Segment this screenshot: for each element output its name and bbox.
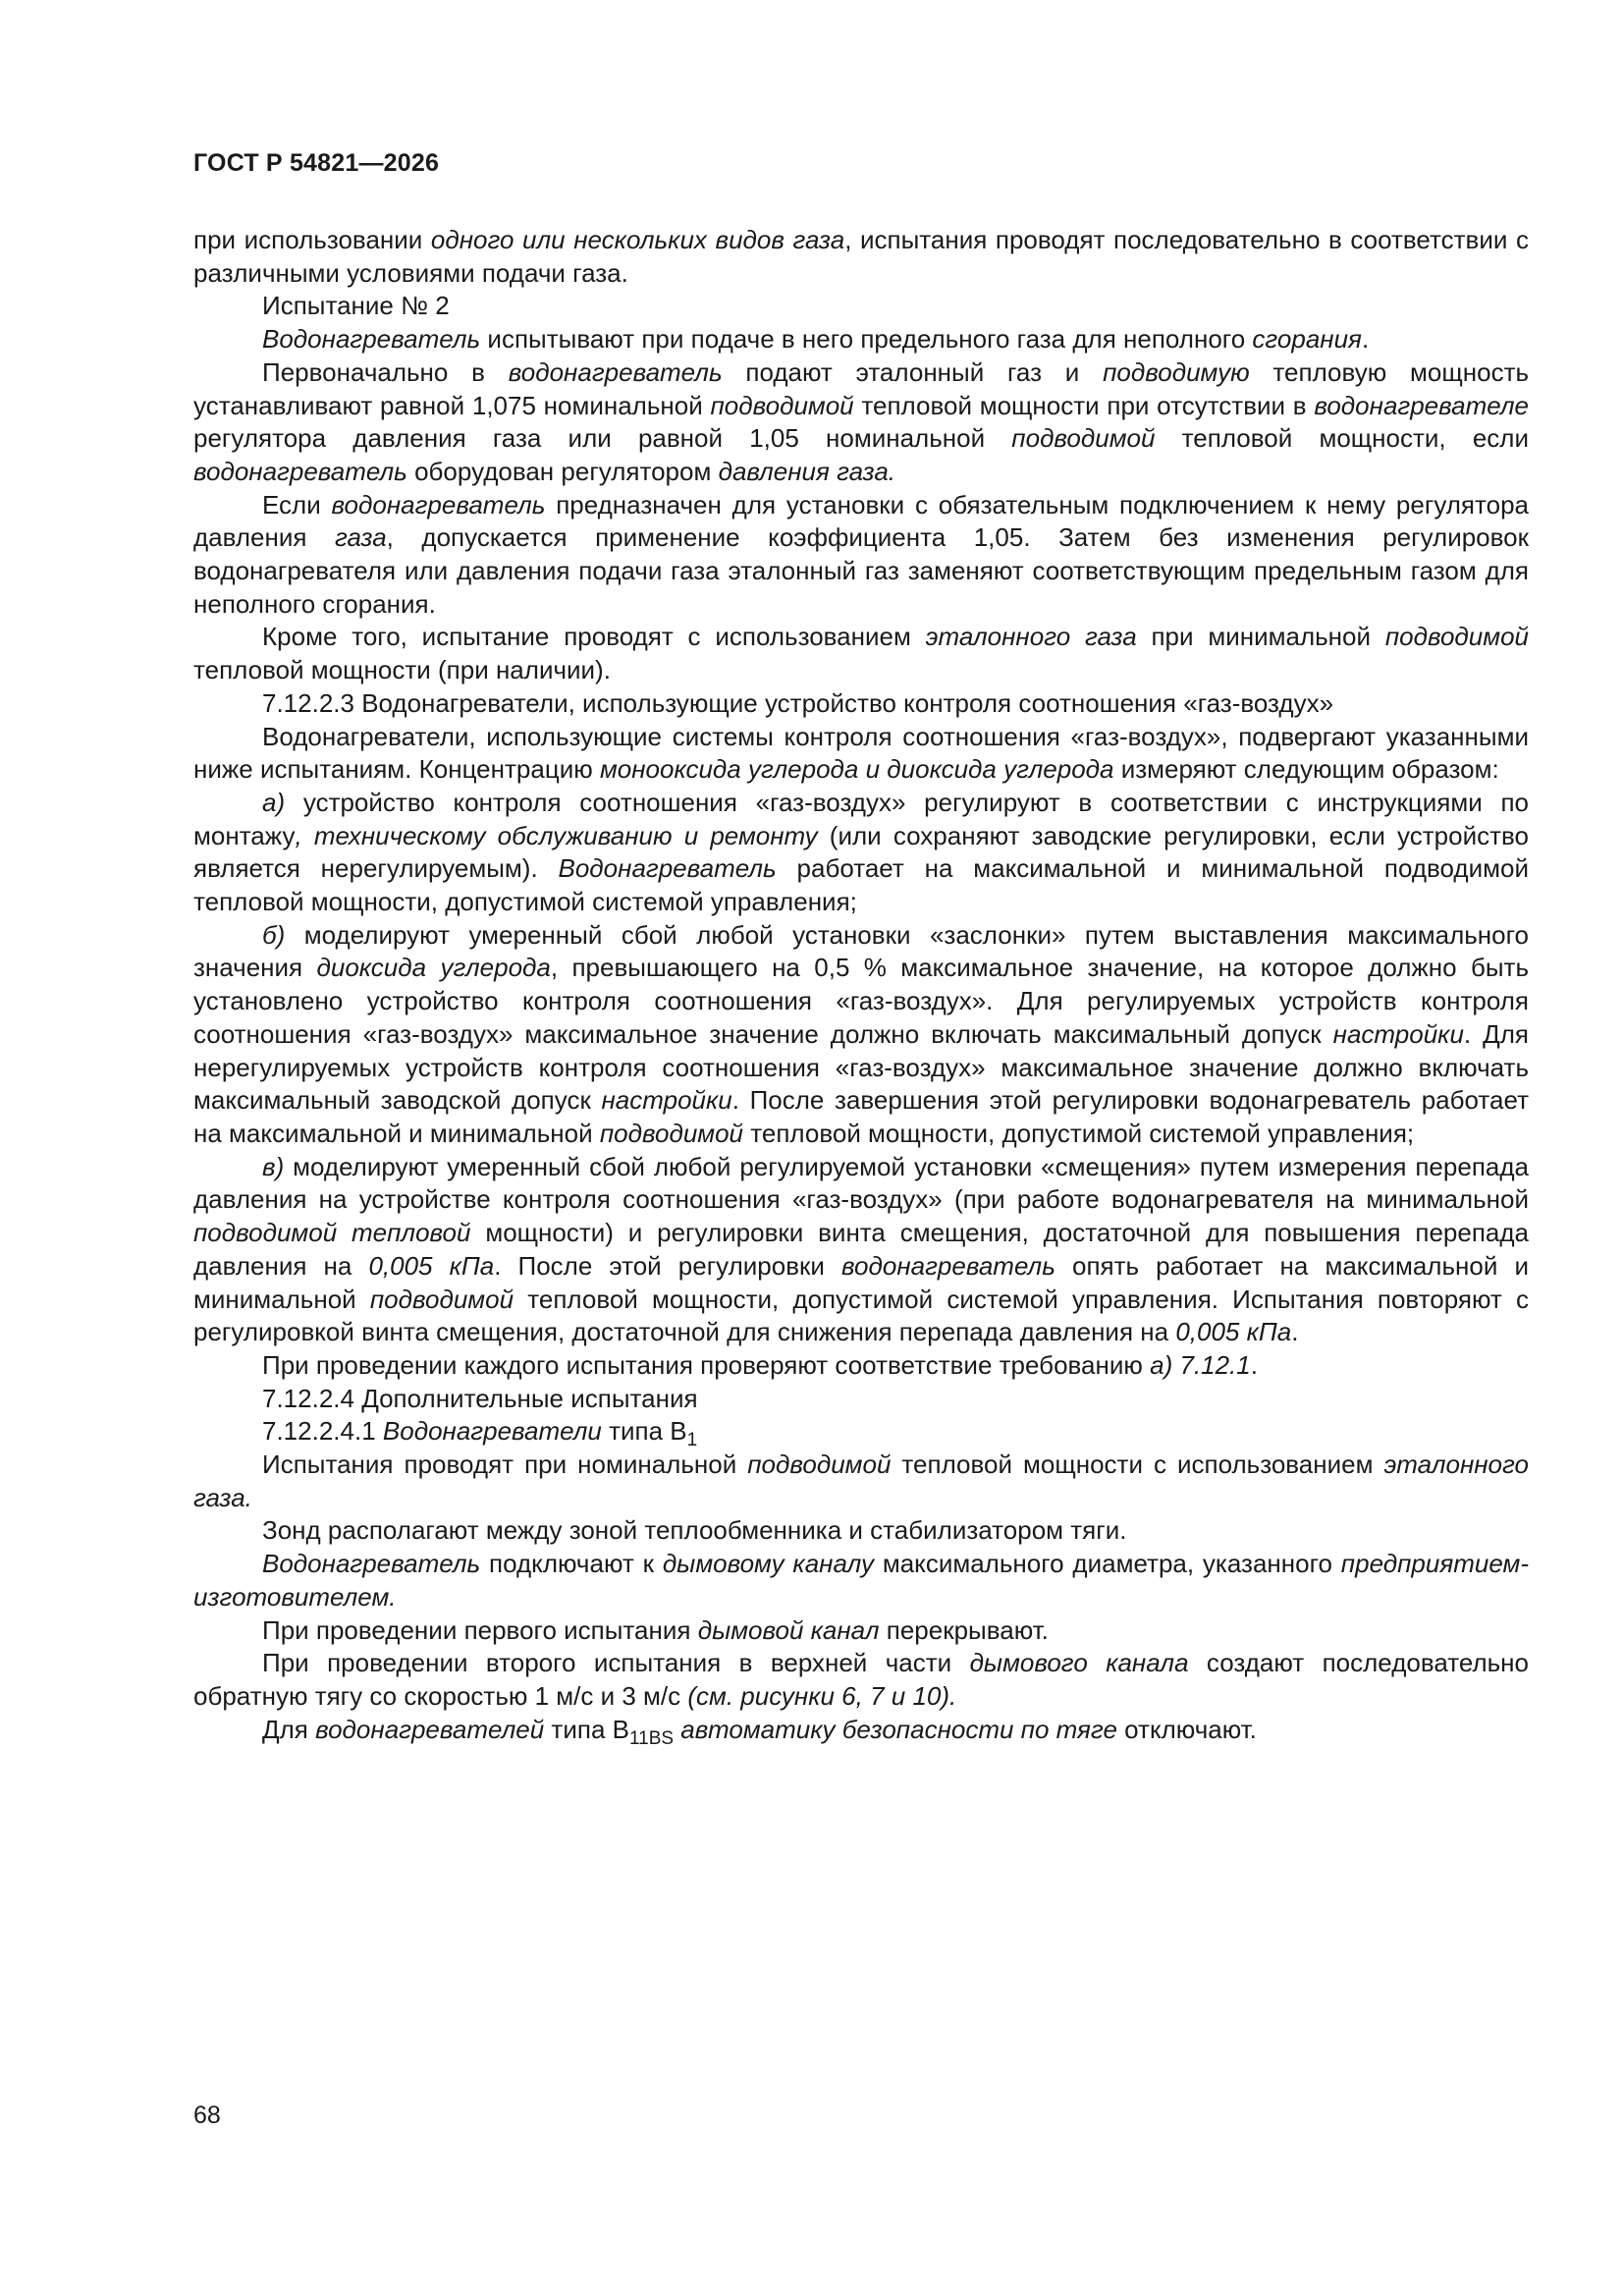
- italic-text: эталонного газа: [925, 622, 1137, 652]
- text-run: , испытания проводят последовательно в соответствии с различными условиями подачи газа.: [193, 225, 1529, 288]
- text-run: Если: [262, 489, 332, 519]
- paragraph: [193, 1349, 1529, 1383]
- paragraph: [193, 1151, 1529, 1349]
- text-run: . Для нерегулируемых устройств контроля соотношения «газ-воздух» максимальное значение должно включать максимальный заводской допуск: [193, 1018, 1529, 1116]
- text-run: 7.12.2.4.1: [262, 1416, 383, 1447]
- italic-text: автоматику безопасности по тяге: [680, 1714, 1117, 1744]
- paragraph: [193, 687, 1529, 721]
- italic-text: подводимую: [1103, 356, 1250, 387]
- italic-text: а): [262, 787, 286, 817]
- italic-text: настройки: [1332, 1018, 1464, 1049]
- text-run: Первоначально в: [262, 356, 509, 387]
- italic-text: предприятием-изготовителем.: [193, 1549, 1529, 1612]
- text-run: .: [1361, 324, 1370, 355]
- text-run: (или сохраняют заводские регулировки, если устройство является нерегулируемым).: [193, 820, 1529, 884]
- paragraph: [193, 1415, 1529, 1449]
- paragraph: [193, 919, 1529, 1151]
- text-run: типа В: [544, 1714, 629, 1744]
- paragraph: [193, 1383, 1529, 1416]
- text-run: типа В: [601, 1416, 687, 1447]
- text-run: регулятора давления газа или равной 1,05 номинальной: [193, 423, 1012, 454]
- text-run: максимального диаметра, указанного: [874, 1549, 1341, 1579]
- paragraph: [193, 323, 1529, 356]
- text-run: опять работает на максимальной и минимальной: [193, 1250, 1529, 1314]
- text-run: устройство контроля соотношения «газ-воздух» регулируют в соответствии с инструкциями по монтажу: [193, 787, 1529, 850]
- italic-text: водонагреватель: [508, 356, 723, 387]
- text-run: тепловой мощности, допустимой системой управления;: [743, 1118, 1415, 1148]
- italic-text: 0,005 кПа: [1175, 1317, 1292, 1347]
- italic-text: водонагреватель: [193, 456, 407, 486]
- italic-text: давления газа.: [718, 456, 896, 486]
- subscript: 11BS: [628, 1727, 675, 1749]
- text-run: создают последовательно обратную тягу со скоростью 1 м/с и 3 м/с: [193, 1648, 1529, 1711]
- italic-text: водонагреватель: [841, 1250, 1055, 1281]
- paragraph: [193, 1548, 1529, 1613]
- paragraph: [193, 1514, 1529, 1548]
- text-run: измеряют следующим образом:: [1113, 754, 1499, 785]
- italic-text: (см. рисунки 6, 7 и 10).: [687, 1680, 957, 1711]
- italic-text: подводимой: [369, 1284, 514, 1314]
- paragraph: [193, 621, 1529, 686]
- text-run: испытывают при подаче в него предельного газа для неполного: [480, 324, 1253, 355]
- italic-text: подводимой: [599, 1118, 744, 1148]
- text-run: , допускается применение коэффициента 1,05. Затем без изменения регулировок водонагревателя или давления подачи газа эталонный газ заменяют соответствующим предельным газом для неполного сгорания.: [193, 522, 1529, 619]
- italic-text: водонагревателе: [1314, 390, 1529, 420]
- paragraph: [193, 787, 1529, 919]
- italic-text: настройки: [601, 1085, 732, 1116]
- italic-text: а) 7.12.1: [1150, 1349, 1251, 1380]
- text-run: . После этой регулировки: [494, 1250, 842, 1281]
- italic-text: подводимой: [1384, 622, 1529, 652]
- italic-text: подводимой: [1011, 423, 1156, 454]
- paragraph: [193, 1449, 1529, 1514]
- text-run: тепловой мощности при отсутствии в: [853, 390, 1315, 420]
- text-run: 7.12.2.3 Водонагреватели, использующие устройство контроля соотношения «газ-воздух»: [262, 687, 1334, 718]
- text-run: отключают.: [1116, 1714, 1257, 1744]
- italic-text: водонагревателей: [315, 1714, 545, 1744]
- text-run: Испытание № 2: [262, 291, 450, 321]
- text-run: подключают к: [480, 1549, 663, 1579]
- text-run: тепловой мощности (при наличии).: [193, 655, 611, 685]
- text-run: . После завершения этой регулировки водонагреватель работает на максимальной и минимальной: [193, 1085, 1529, 1148]
- text-run: оборудован регулятором: [406, 456, 719, 486]
- text-run: , превышающего на 0,5 % максимальное значение, на которое должно быть установлено устройство контроля соотношения «газ-воздух». Для регулируемых устройств контроля соотношения «газ-воздух» максимальное значение должно включать максимальный допуск: [193, 953, 1529, 1049]
- text-run: тепловой мощности, если: [1155, 423, 1529, 454]
- text-run: работает на максимальной и минимальной подводимой тепловой мощности, допустимой системой управления;: [193, 853, 1529, 917]
- document-body: [193, 224, 1530, 1749]
- italic-text: водонагреватель: [331, 489, 546, 519]
- paragraph: [193, 489, 1529, 622]
- italic-text: Водонагреватели: [382, 1416, 602, 1447]
- text-run: Для: [262, 1714, 316, 1744]
- italic-text: подводимой: [710, 390, 854, 420]
- italic-text: подводимой тепловой: [193, 1218, 471, 1248]
- italic-text: 0,005 кПа: [368, 1250, 495, 1281]
- page-number: 68: [193, 2102, 221, 2129]
- paragraph: [193, 356, 1529, 489]
- text-run: Зонд располагают между зоной теплообменника и стабилизатором тяги.: [262, 1515, 1127, 1546]
- text-run: при минимальной: [1136, 622, 1385, 652]
- subscript: 1: [686, 1430, 698, 1451]
- text-run: подают эталонный газ и: [722, 356, 1104, 387]
- text-run: мощности) и регулировки винта смещения, достаточной для повышения перепада давления на: [193, 1218, 1530, 1281]
- italic-text: б): [262, 919, 286, 950]
- italic-text: дымовой канал: [697, 1614, 880, 1645]
- paragraph: [193, 1647, 1529, 1713]
- paragraph: [193, 721, 1529, 787]
- text-run: моделируют умеренный сбой любой установки «заслонки» путем выставления максимального значения: [193, 919, 1529, 983]
- text-run: При проведении каждого испытания проверяют соответствие требованию: [262, 1349, 1151, 1380]
- text-run: тепловой мощности с использованием: [891, 1449, 1384, 1480]
- paragraph: [193, 224, 1529, 290]
- text-run: 7.12.2.4 Дополнительные испытания: [262, 1383, 698, 1413]
- text-run: тепловой мощности, допустимой системой управления. Испытания повторяют с регулировкой винта смещения, достаточной для снижения перепада давления на: [193, 1284, 1529, 1347]
- text-run: При проведении первого испытания: [262, 1614, 698, 1645]
- italic-text: одного или нескольких видов газа: [430, 225, 845, 254]
- italic-text: газа: [334, 522, 387, 553]
- text-run: При проведении второго испытания в верхней части: [262, 1648, 970, 1678]
- italic-text: диоксида углерода: [316, 953, 551, 983]
- text-run: .: [1250, 1349, 1258, 1380]
- italic-text: сгорания: [1252, 324, 1362, 355]
- text-run: тепловую мощность устанавливают равной 1,075 номинальной: [193, 356, 1530, 420]
- text-run: предназначен для установки с обязательным подключением к нему регулятора давления: [193, 489, 1530, 553]
- text-run: .: [1291, 1317, 1299, 1347]
- text-run: перекрывают.: [879, 1614, 1049, 1645]
- italic-text: в): [262, 1151, 285, 1181]
- italic-text: Водонагреватель: [558, 853, 777, 884]
- italic-text: Водонагреватель: [262, 1549, 481, 1579]
- document-header: ГОСТ Р 54821—2026: [193, 149, 440, 177]
- text-run: Водонагреватели, использующие системы контроля соотношения «газ-воздух», подвергают указанными ниже испытаниям. Концентрацию: [193, 721, 1529, 785]
- italic-text: Водонагреватель: [262, 324, 481, 355]
- text-run: Испытания проводят при номинальной: [262, 1449, 748, 1480]
- italic-text: дымового канала: [969, 1648, 1189, 1678]
- italic-text: , техническому обслуживанию и ремонту: [295, 820, 818, 850]
- text-run: Кроме того, испытание проводят с использованием: [262, 622, 926, 652]
- text-run: при использовании: [193, 225, 431, 254]
- italic-text: эталонного газа.: [193, 1449, 1530, 1512]
- paragraph: [193, 1714, 1529, 1747]
- paragraph: [193, 1614, 1529, 1648]
- italic-text: монооксида углерода и диоксида углерода: [599, 754, 1114, 785]
- paragraph: [193, 290, 1529, 323]
- text-run: моделируют умеренный сбой любой регулируемой установки «смещения» путем измерения перепада давления на устройстве контроля соотношения «газ-воздух» (при работе водонагревателя на минимальной: [193, 1151, 1529, 1215]
- italic-text: дымовому каналу: [662, 1549, 874, 1579]
- italic-text: подводимой: [747, 1449, 892, 1480]
